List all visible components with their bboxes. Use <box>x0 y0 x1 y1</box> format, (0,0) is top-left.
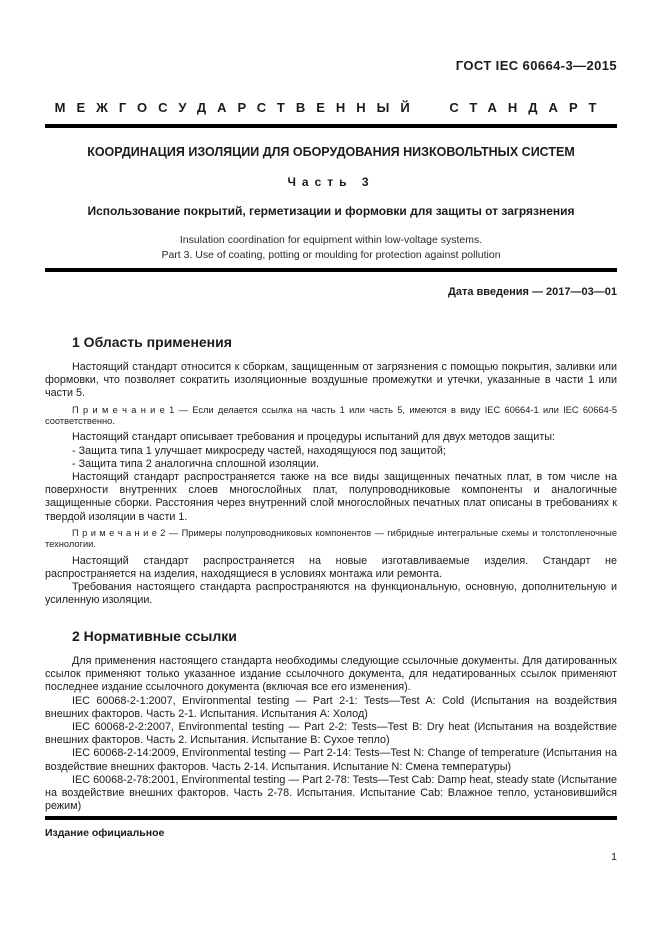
paragraph: Требования настоящего стандарта распространяются на функциональную, основную, дополнительную и усиленную изоляции. <box>45 581 617 607</box>
effective-date: Дата введения — 2017—03—01 <box>448 285 617 298</box>
title-rule <box>45 268 617 272</box>
reference-item: IEC 60068-2-14:2009, Environmental testing — Part 2-14: Tests—Test N: Change of temperature (Испытания на воздействие внешних факторов. Часть 2-14. Испытания. Испытание N: Смена температуры) <box>45 747 617 773</box>
section-scope <box>45 334 617 607</box>
standard-type-label: МЕЖГОСУДАРСТВЕННЫЙ СТАНДАРТ <box>54 100 608 115</box>
list-item: - Защита типа 2 аналогична сплошной изоляции. <box>72 457 320 470</box>
reference-item: IEC 60068-2-78:2001, Environmental testing — Part 2-78: Tests—Test Cab: Damp heat, steady state (Испытание на воздействие внешних факторов. Часть 2-78. Испытания. Испытание Cab: Влажное тепло, установившийся режим) <box>45 773 617 813</box>
paragraph: Настоящий стандарт описывает требования и процедуры испытаний для двух методов защиты: <box>72 431 556 444</box>
part-label: Часть 3 <box>287 175 375 189</box>
paragraph: Настоящий стандарт относится к сборкам, защищенным от загрязнения с помощью покрытия, заливки или формовки, что позволяет сократить изоляционные воздушные промежутки и утечки, указанные в части 1 или части 5. <box>45 361 617 400</box>
page-footer <box>45 816 617 863</box>
footer-rule <box>45 816 617 820</box>
edition-note: Издание официальное <box>45 826 165 839</box>
note-1: П р и м е ч а н и е 1 — Если делается ссылка на часть 1 или часть 5, имеются в виду IEC 60664-1 или IEC 60664-5 соответственно. <box>45 404 617 427</box>
reference-item: IEC 60068-2-1:2007, Environmental testing — Part 2-1: Tests—Test A: Cold (Испытания на воздействия внешних факторов. Часть 2-1. Испытания. Испытания А: Холод) <box>45 694 617 720</box>
title-en-line2: Part 3. Use of coating, potting or moulding for protection against pollution <box>161 249 501 261</box>
list-item: - Защита типа 1 улучшает микросреду частей, находящуюся под защитой; <box>72 444 446 457</box>
section-1-heading: 1 Область применения <box>72 334 232 350</box>
document-title: КООРДИНАЦИЯ ИЗОЛЯЦИИ ДЛЯ ОБОРУДОВАНИЯ НИЗКОВОЛЬТНЫХ СИСТЕМ <box>87 145 575 159</box>
header-rule <box>45 124 617 128</box>
section-normative-references <box>45 628 617 813</box>
title-english <box>45 233 617 263</box>
paragraph: Настоящий стандарт распространяется также на все виды защищенных печатных плат, в том числе на поверхности внутренних слоев многослойных плат, полупроводниковые компоненты и аналогичные защищенные сборки. Расстояния через внутренний слой многослойных печатных плат описаны в требованиях к твердой изоляции в части 1. <box>45 471 617 523</box>
page-header <box>45 58 617 298</box>
note-2: П р и м е ч а н и е 2 — Примеры полупроводниковых компонентов — гибридные интегральные схемы и толстопленочные технологии. <box>45 527 617 550</box>
document-subtitle: Использование покрытий, герметизации и формовки для защиты от загрязнения <box>87 204 575 218</box>
reference-item: IEC 60068-2-2:2007, Environmental testing — Part 2-2: Tests—Test B: Dry heat (Испытания на воздействие внешних факторов. Часть 2. Испытания. Испытание B: Сухое тепло) <box>45 721 617 747</box>
page-number: 1 <box>611 850 617 863</box>
paragraph: Настоящий стандарт распространяется на новые изготавливаемые изделия. Стандарт не распространяется на изделия, находящиеся в условиях монтажа или ремонта. <box>45 554 617 580</box>
paragraph: Для применения настоящего стандарта необходимы следующие ссылочные документы. Для датированных ссылок применяют только указанное издание ссылочного документа, для недатированных ссылок применяют последнее издание ссылочного документа (включая все его изменения). <box>45 655 617 694</box>
section-2-heading: 2 Нормативные ссылки <box>72 628 237 644</box>
doc-number: ГОСТ IEC 60664-3—2015 <box>455 58 617 73</box>
title-en-line1: Insulation coordination for equipment within low-voltage systems. <box>179 234 483 246</box>
